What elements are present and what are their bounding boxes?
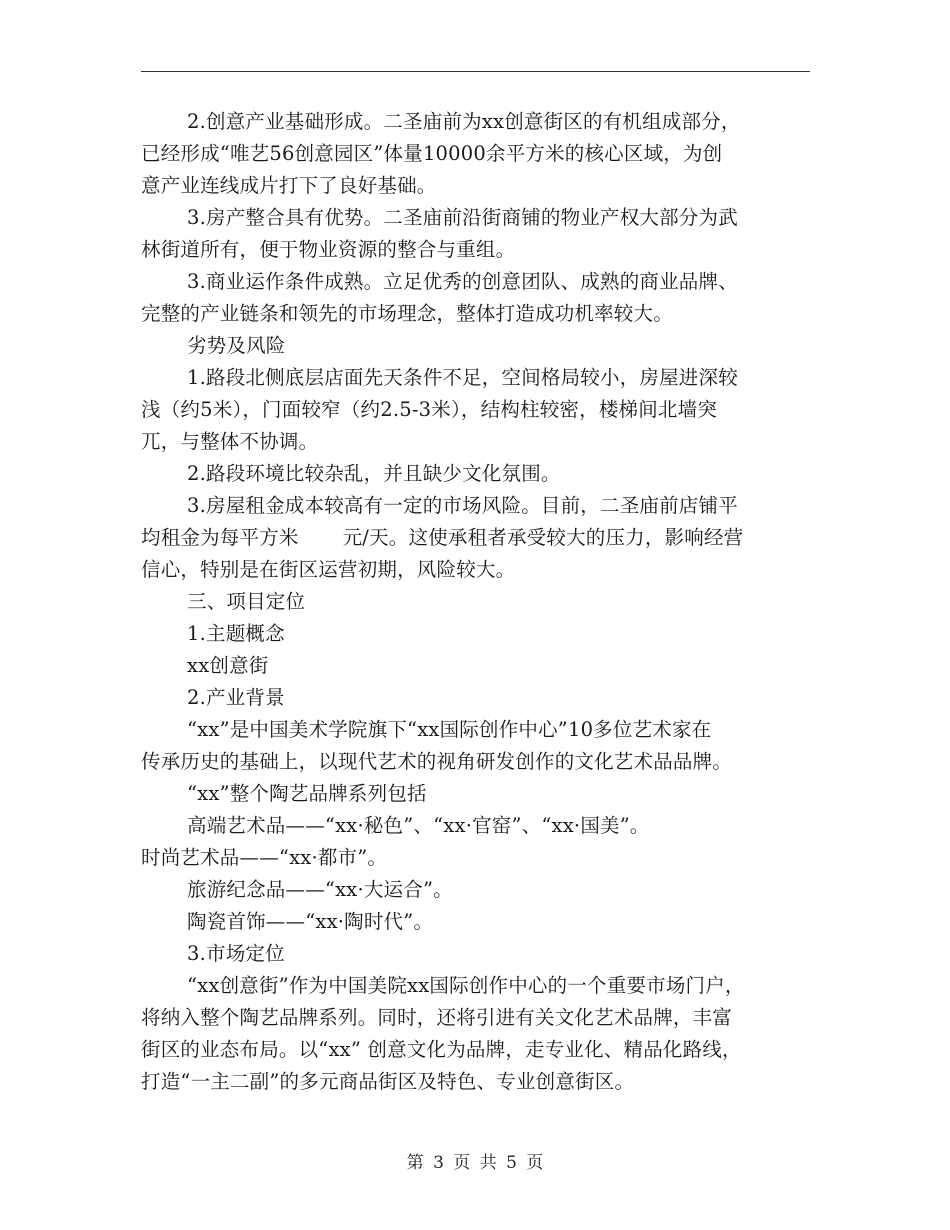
text-line: 意产业连线成片打下了良好基础。 xyxy=(141,174,437,197)
body-text xyxy=(141,106,811,1098)
text-line: 打造“一主二副”的多元商品街区及特色、专业创意街区。 xyxy=(141,1070,635,1093)
text-fragment: 均租金为每平方米 xyxy=(141,526,299,549)
page-number-footer: 第 3 页 共 5 页 xyxy=(406,1153,544,1173)
text-line: “xx”整个陶艺品牌系列包括 xyxy=(187,782,427,805)
text-line: xx创意街 xyxy=(187,654,269,677)
text-line: 信心，特别是在街区运营初期，风险较大。 xyxy=(141,558,516,581)
text-line: 完整的产业链条和领先的市场理念，整体打造成功机率较大。 xyxy=(141,302,673,325)
text-line: 3.房屋租金成本较高有一定的市场风险。目前，二圣庙前店铺平 xyxy=(187,494,738,517)
text-line xyxy=(141,522,811,554)
text-line: “xx创意街”作为中国美院xx国际创作中心的一个重要市场门户， xyxy=(187,974,745,997)
text-line: 将纳入整个陶艺品牌系列。同时，还将引进有关文化艺术品牌，丰富 xyxy=(141,1006,733,1029)
text-line: 旅游纪念品——“xx·大运合”。 xyxy=(187,878,453,901)
section-heading: 劣势及风险 xyxy=(187,334,286,357)
text-line: 2.路段环境比较杂乱，并且缺少文化氛围。 xyxy=(187,462,561,485)
text-line: 已经形成“唯艺56创意园区”体量10000余平方米的核心区域，为创 xyxy=(141,142,723,165)
text-line: “xx”是中国美术学院旗下“xx国际创作中心”10多位艺术家在 xyxy=(187,718,712,741)
text-line: 林街道所有，便于物业资源的整合与重组。 xyxy=(141,238,516,261)
text-line: 兀，与整体不协调。 xyxy=(141,430,319,453)
header-rule xyxy=(141,71,810,72)
text-line: 3.房产整合具有优势。二圣庙前沿街商铺的物业产权大部分为武 xyxy=(187,206,738,229)
subsection-heading: 3.市场定位 xyxy=(187,942,285,965)
text-line: 时尚艺术品——“xx·都市”。 xyxy=(141,846,388,869)
text-line: 浅（约5米），门面较窄（约2.5-3米），结构柱较密，楼梯间北墙突 xyxy=(141,398,718,421)
section-heading: 三、项目定位 xyxy=(187,590,306,613)
text-line: 陶瓷首饰——“xx·陶时代”。 xyxy=(187,910,434,933)
text-fragment: 元/天。这使承租者承受较大的压力，影响经营 xyxy=(342,526,744,549)
text-line: 传承历史的基础上，以现代艺术的视角研发创作的文化艺术品品牌。 xyxy=(141,750,733,773)
subsection-heading: 2.产业背景 xyxy=(187,686,285,709)
text-line: 高端艺术品——“xx·秘色”、“xx·官窑”、“xx·国美”。 xyxy=(187,814,650,837)
text-line: 2.创意产业基础形成。二圣庙前为xx创意街区的有机组成部分， xyxy=(187,110,741,133)
text-line: 街区的业态布局。以“xx” 创意文化为品牌，走专业化、精品化路线， xyxy=(141,1038,742,1061)
text-line: 1.路段北侧底层店面先天条件不足，空间格局较小，房屋进深较 xyxy=(187,366,738,389)
subsection-heading: 1.主题概念 xyxy=(187,622,285,645)
text-line: 3.商业运作条件成熟。立足优秀的创意团队、成熟的商业品牌、 xyxy=(187,270,738,293)
